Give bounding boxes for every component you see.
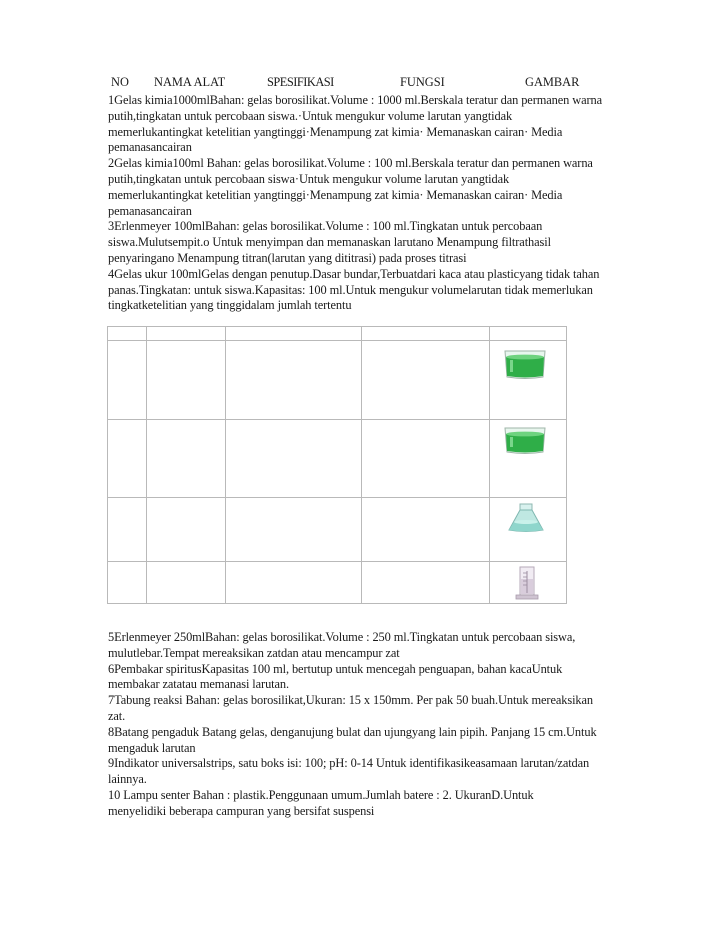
header-spesifikasi: SPESIFIKASI [267, 75, 334, 89]
text-line: penyaringano Menampung titran(larutan yang dititrasi) pada proses titrasi [108, 250, 467, 265]
table-header [108, 75, 628, 91]
header-nama-alat: NAMA ALAT [154, 75, 226, 89]
header-fungsi: FUNGSI [400, 75, 445, 89]
text-line: membakar zatatau memanasi larutan. [108, 677, 289, 692]
text-line: pemanasancairan [108, 203, 192, 218]
item-list-2 [108, 630, 628, 820]
graduated-cylinder-icon [512, 565, 542, 601]
text-line: 9Indikator universalstrips, satu boks isi: 100; pH: 0-14 Untuk identifikasikeasamaan larutan/zatdan [108, 756, 590, 771]
text-line: 1Gelas kimia1000mlBahan: gelas borosilikat.Volume : 1000 ml.Berskala teratur dan permanen warna [108, 93, 603, 107]
text-line: zat. [108, 708, 126, 723]
beaker-1000ml-icon [502, 348, 548, 380]
erlenmeyer-flask-icon [506, 502, 546, 534]
text-line: memerlukantingkat ketelitian yangtinggi·Menampung zat kimia· Memanaskan cairan· Media [108, 124, 563, 139]
text-line: putih,tingkatan untuk percobaan siswa·Untuk mengukur volume larutan yangtidak [108, 171, 510, 186]
text-line: 5Erlenmeyer 250mlBahan: gelas borosilikat.Volume : 250 ml.Tingkatan untuk percobaan siswa, [108, 630, 576, 644]
text-line: lainnya. [108, 772, 147, 787]
text-line: putih,tingkatan untuk percobaan siswa.·Untuk mengukur volume larutan yangtidak [108, 108, 513, 123]
text-line: 6Pembakar spiritusKapasitas 100 ml, bertutup untuk mencegah penguapan, bahan kacaUntuk [108, 661, 563, 676]
text-line: menyelidiki beberapa campuran yang bersifat suspensi [108, 803, 375, 818]
header-gambar: GAMBAR [525, 75, 580, 89]
text-line: mengaduk larutan [108, 740, 196, 755]
text-line: mulutlebar.Tempat mereaksikan zatdan atau mencampur zat [108, 645, 400, 660]
beaker-100ml-icon [502, 425, 548, 455]
text-line: siswa.Mulutsempit.o Untuk menyimpan dan memanaskan larutano Menampung filtrathasil [108, 235, 551, 250]
item-list-1 [108, 93, 628, 314]
text-line: 8Batang pengaduk Batang gelas, denganujung bulat dan ujungyang lain pipih. Panjang 15 cm.Untuk [108, 724, 597, 739]
text-line: pemanasancairan [108, 140, 192, 155]
text-line: 4Gelas ukur 100mlGelas dengan penutup.Dasar bundar,Terbuatdari kaca atau plasticyang tidak tahan [108, 266, 600, 281]
text-line: tingkatketelitian yang tinggidalam jumlah tertentu [108, 298, 352, 313]
text-line: 10 Lampu senter Bahan : plastik.Penggunaan umum.Jumlah batere : 2. UkuranD.Untuk [108, 787, 534, 802]
equipment-table [107, 326, 567, 604]
text-line: 3Erlenmeyer 100mlBahan: gelas borosilikat.Volume : 100 ml.Tingkatan untuk percobaan [108, 219, 543, 234]
text-line: panas.Tingkatan: untuk siswa.Kapasitas: 100 ml.Untuk mengukur volumelarutan tidak memerlukan [108, 282, 593, 297]
text-line: 2Gelas kimia100ml Bahan: gelas borosilikat.Volume : 100 ml.Berskala teratur dan permanen warna [108, 156, 593, 171]
header-no: NO [111, 75, 129, 89]
text-line: memerlukantingkat ketelitian yangtinggi·Menampung zat kimia· Memanaskan cairan· Media [108, 187, 563, 202]
text-line: 7Tabung reaksi Bahan: gelas borosilikat,Ukuran: 15 x 150mm. Per pak 50 buah.Untuk mereaksikan [108, 693, 594, 708]
